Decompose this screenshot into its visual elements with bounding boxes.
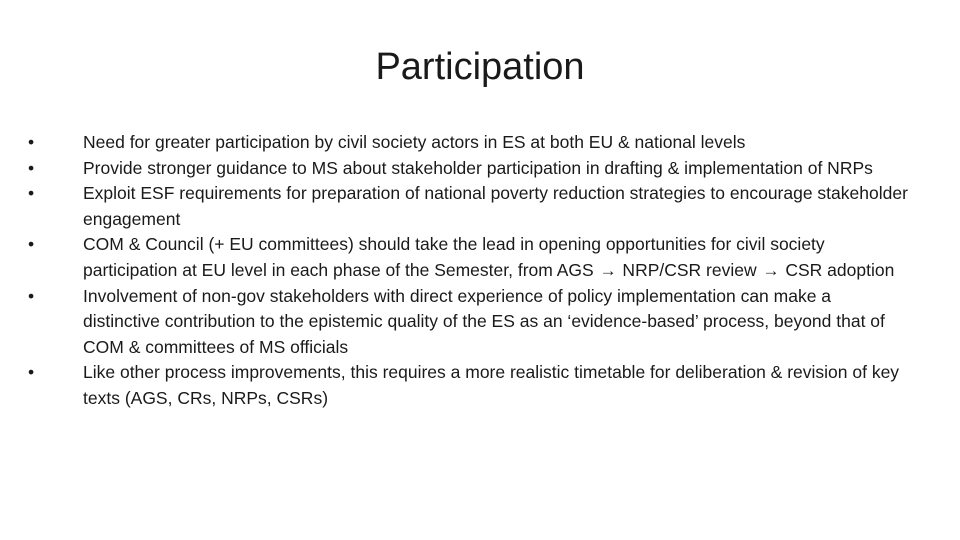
bullet-text-segment: COM & Council (+ EU committees) should take the lead in opening opportunities for civil society participation at EU level in each phase of the Semester, from AGS xyxy=(83,234,825,280)
bullet-text: Provide stronger guidance to MS about stakeholder participation in drafting & implementation of NRPs xyxy=(83,157,873,178)
bullet-marker: • xyxy=(28,234,35,255)
bullet-item xyxy=(28,181,908,232)
bullet-list xyxy=(28,130,908,412)
bullet-marker: • xyxy=(28,157,35,178)
bullet-marker: • xyxy=(28,183,35,204)
right-arrow-icon: → xyxy=(599,260,617,280)
bullet-text: Exploit ESF requirements for preparation of national poverty reduction strategies to encourage stakeholder engagement xyxy=(83,183,908,229)
bullet-text: Involvement of non-gov stakeholders with direct experience of policy implementation can make a distinctive contribution to the epistemic quality of the ES as an ‘evidence-based’ process, beyond that of COM & committees of MS officials xyxy=(83,285,885,357)
bullet-item xyxy=(28,130,908,156)
bullet-text-segment: CSR adoption xyxy=(780,259,895,280)
bullet-marker: • xyxy=(28,132,35,152)
bullet-item xyxy=(28,156,908,182)
bullet-item xyxy=(28,360,908,411)
bullet-item xyxy=(28,232,908,283)
slide-title: Participation xyxy=(375,46,585,88)
bullet-text: Like other process improvements, this requires a more realistic timetable for deliberation & revision of key texts (AGS, CRs, NRPs, CSRs) xyxy=(83,362,900,408)
bullet-item xyxy=(28,284,908,361)
bullet-text xyxy=(83,234,894,280)
bullet-marker: • xyxy=(28,362,35,383)
bullet-marker: • xyxy=(28,285,35,306)
right-arrow-icon: → xyxy=(762,260,780,280)
bullet-text-segment: NRP/CSR review xyxy=(617,259,762,280)
bullet-text: Need for greater participation by civil society actors in ES at both EU & national levels xyxy=(83,132,746,152)
